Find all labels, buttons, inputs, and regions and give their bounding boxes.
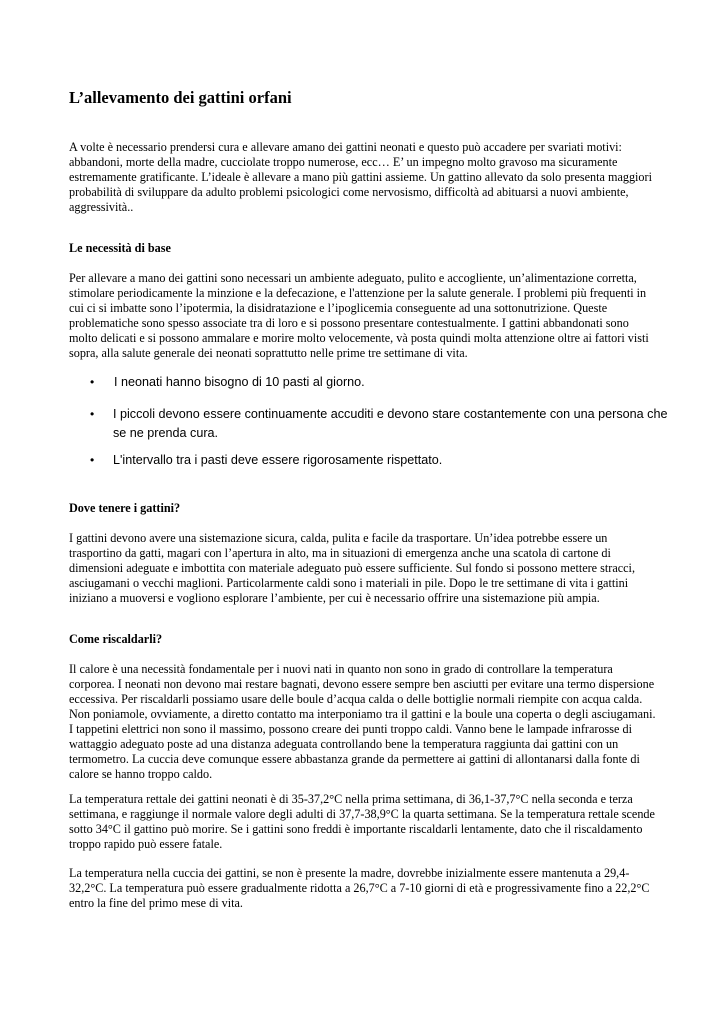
text-line: I tappetini elettrici non sono il massimo, possono creare dei punti troppo caldi. Vanno bene le lampade infrarosse di	[69, 722, 632, 736]
text-line: estremamente gratificante. L’ideale è allevare a mano più gattini assieme. Un gattino allevato da solo presenta maggiori	[69, 170, 652, 184]
text-line: problematiche sono spesso associate tra di loro e si possono presentare contestualmente. I gattini abbandonati sono	[69, 316, 629, 330]
section-heading-heating: Come riscaldarli?	[69, 632, 163, 646]
bullet-marker: •	[90, 375, 95, 389]
text-line: eccessiva. Per riscaldarli possiamo usare delle boule d’acqua calda o delle bottiglie normali riempite con acqua calda.	[69, 692, 643, 706]
text-line: entro la fine del primo mese di vita.	[69, 896, 243, 910]
bullet-marker: •	[90, 453, 95, 467]
text-line: I neonati hanno bisogno di 10 pasti al giorno.	[114, 375, 365, 389]
text-line: aggressività..	[69, 200, 134, 214]
section-heading-where: Dove tenere i gattini?	[69, 501, 181, 515]
where-paragraph	[69, 531, 659, 606]
text-line: 32,2°C. La temperatura può essere gradualmente ridotta a 26,7°C a 7-10 giorni di età e progressivamente fino a 22,2°C	[69, 881, 650, 895]
bullet-marker: •	[90, 407, 95, 421]
document-title: L’allevamento dei gattini orfani	[69, 88, 292, 107]
text-line: La temperatura nella cuccia dei gattini, se non è presente la madre, dovrebbe inizialmente essere mantenuta a 29,4-	[69, 866, 630, 880]
text-line: trasportino da gatti, magari con l’apertura in alto, ma in situazioni di emergenza anche una scatola di cartone di	[69, 546, 611, 560]
text-line: iniziano a muoversi e vogliono esplorare l’ambiente, per cui è necessario offrire una sistemazione più ampia.	[69, 591, 600, 605]
text-line: corporea. I neonati non devono mai restare bagnati, devono essere sempre ben asciutti per evitare una termo dispersione	[69, 677, 655, 691]
text-line: dimensioni adeguate e imbottita con materiale adeguato può essere sufficiente. Sul fondo si possono mettere stracci,	[69, 561, 635, 575]
text-line: stimolare periodicamente la minzione e la defecazione, e l'attenzione per la salute generale. I problemi più frequenti in	[69, 286, 647, 300]
text-line: settimana, e raggiunge il normale valore degli adulti di 37,7-38,9°C la quarta settimana. Se la temperatura rettale scende	[69, 807, 655, 821]
text-line: troppo rapido può essere fatale.	[69, 837, 223, 851]
text-line: La temperatura rettale dei gattini neonati è di 35-37,2°C nella prima settimana, di 36,1-37,7°C nella seconda e terza	[69, 792, 633, 806]
heating-paragraph-3	[69, 866, 659, 911]
text-line: Per allevare a mano dei gattini sono necessari un ambiente adeguato, pulito e accogliente, un’alimentazione corretta,	[69, 271, 637, 285]
heating-paragraph-2	[69, 792, 659, 852]
text-line: Il calore è una necessità fondamentale per i nuovi nati in quanto non sono in grado di controllare la temperatura	[69, 662, 613, 676]
basics-paragraph	[69, 271, 659, 361]
text-line: wattaggio adeguato poste ad una distanza adeguata controllando bene la temperatura raggiunta dai gattini con un	[69, 737, 619, 751]
text-line: sotto 34°C il gattino può morire. Se i gattini sono freddi è importante riscaldarli lentamente, dato che il riscaldamento	[69, 822, 643, 836]
text-line: abbandoni, morte della madre, cucciolate troppo numerose, ecc… E’ un impegno molto gravoso ma sicuramente	[69, 155, 618, 169]
text-line: A volte è necessario prendersi cura e allevare amano dei gattini neonati e questo può accadere per svariati motivi:	[69, 140, 622, 154]
bullet-text	[114, 373, 674, 392]
section-heading-basics: Le necessità di base	[69, 241, 171, 255]
text-line: termometro. La cuccia deve comunque essere abbastanza grande da permettere ai gattini di allontanarsi dalla fonte di	[69, 752, 640, 766]
text-line: probabilità di sviluppare da adulto problemi psicologici come nervosismo, difficoltà ad abituarsi a nuovi ambiente,	[69, 185, 629, 199]
text-line: sopra, alla salute generale dei neonati soprattutto nelle prime tre settimane di vita.	[69, 346, 468, 360]
heating-paragraph-1	[69, 662, 659, 782]
text-line: cui ci si imbatte sono l’ipotermia, la disidratazione e l’ipoglicemia conseguente ad una sottonutrizione. Queste	[69, 301, 608, 315]
text-line: calore se hanno troppo caldo.	[69, 767, 213, 781]
text-line: I gattini devono avere una sistemazione sicura, calda, pulita e facile da trasportare. Un’idea potrebbe essere un	[69, 531, 608, 545]
text-line: Non poniamole, ovviamente, a diretto contatto ma interponiamo tra il gattini e la boule una coperta o degli asciugamani.	[69, 707, 656, 721]
text-line: I piccoli devono essere continuamente accuditi e devono stare costantemente con una persona che	[113, 407, 668, 421]
text-line: se ne prenda cura.	[113, 426, 219, 440]
text-line: molto delicati e si possono ammalare e morire molto velocemente, và posta quindi molta attenzione oltre ai fattori visti	[69, 331, 649, 345]
bullet-text	[113, 405, 673, 443]
text-line: L'intervallo tra i pasti deve essere rigorosamente rispettato.	[113, 453, 443, 467]
text-line: asciugamani o vecchi maglioni. Particolarmente caldi sono i materiali in pile. Dopo le tre settimane di vita i gattini	[69, 576, 629, 590]
intro-paragraph	[69, 140, 659, 215]
bullet-text	[113, 451, 673, 470]
